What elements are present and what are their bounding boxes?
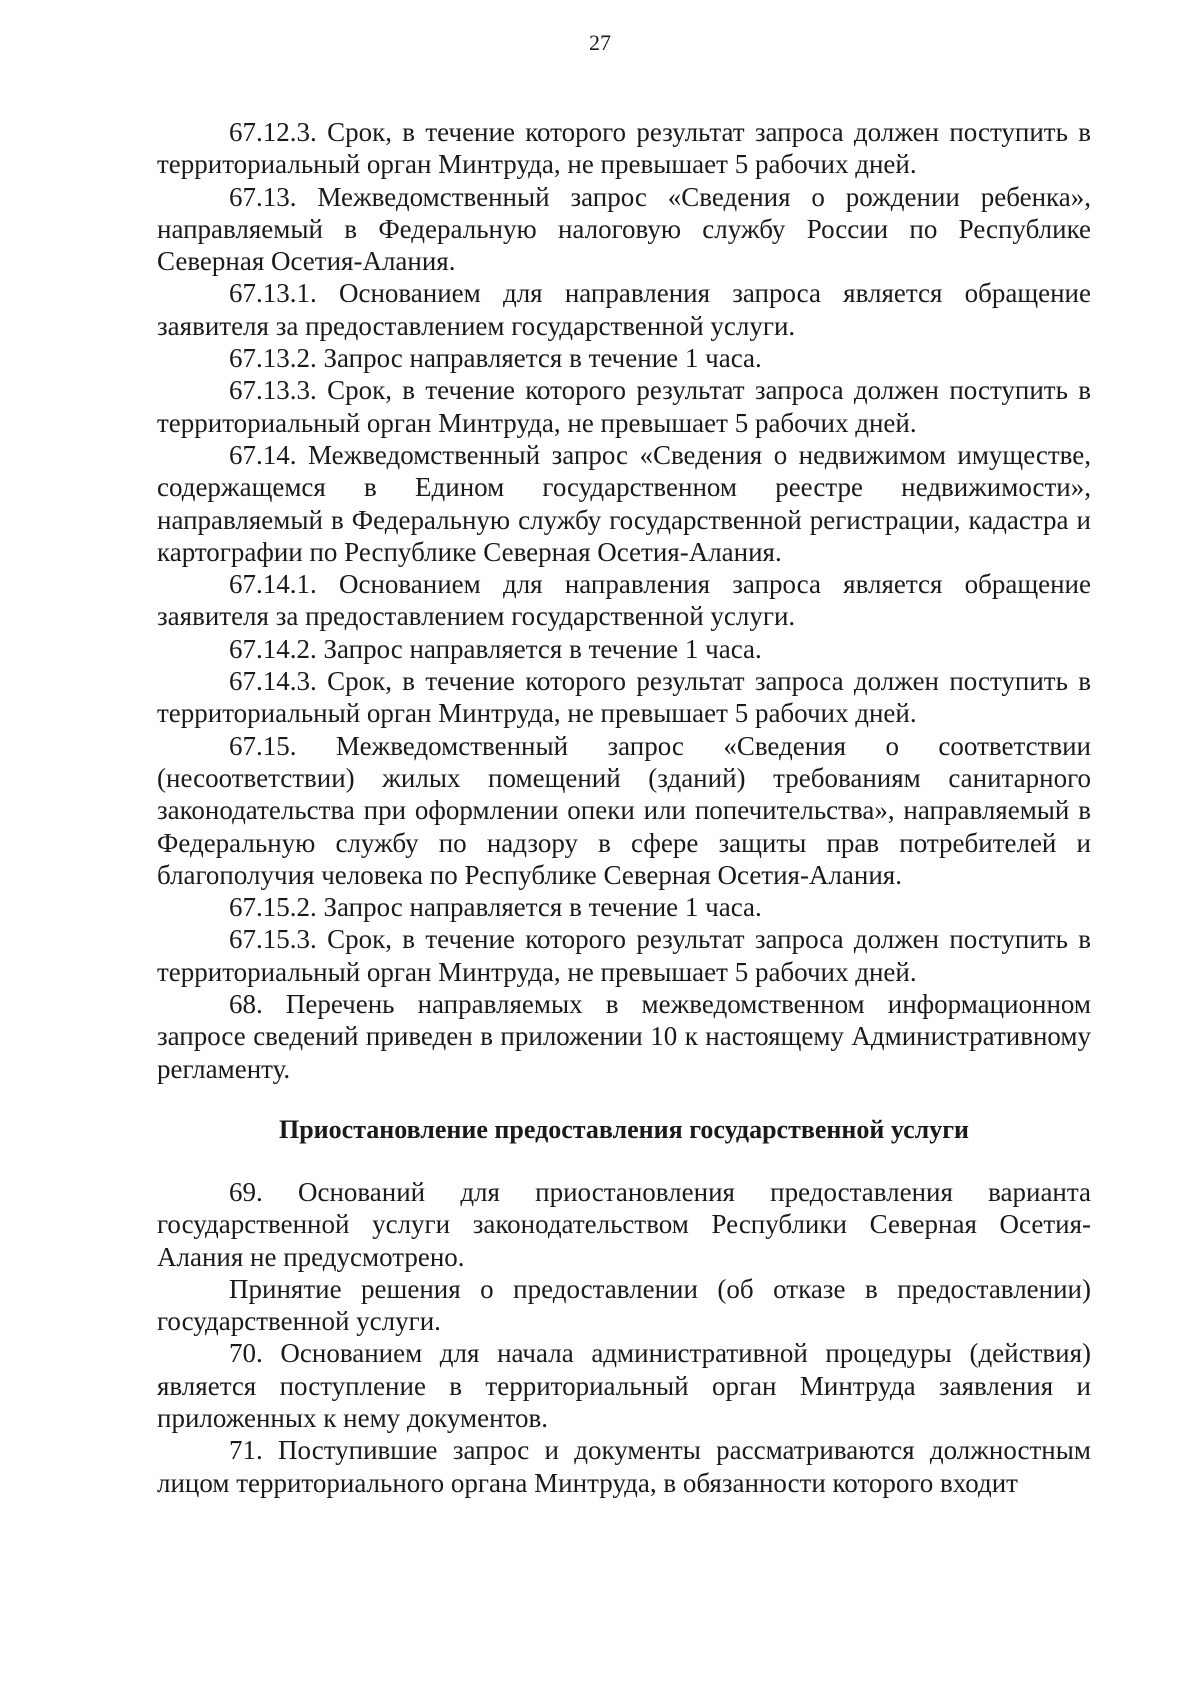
paragraph-67-14-3: 67.14.3. Срок, в течение которого результат запроса должен поступить в территориальный орган Минтруда, не превышает 5 рабочих дней. [157, 666, 1091, 729]
paragraph-67-14: 67.14. Межведомственный запрос «Сведения о недвижимом имуществе, содержащемся в Едином государственном реестре недвижимости», направляемый в Федеральную службу государственной регистрации, кадастра и картографии по Республике Северная Осетия-Алания. [157, 439, 1091, 567]
paragraph-67-14-2: 67.14.2. Запрос направляется в течение 1 часа. [229, 633, 762, 664]
paragraph-71: 71. Поступившие запрос и документы рассматриваются должностным лицом территориального органа Минтруда, в обязанности которого входит [157, 1435, 1091, 1498]
paragraph-67-13-1: 67.13.1. Основанием для направления запроса является обращение заявителя за предоставлением государственной услуги. [157, 278, 1091, 341]
paragraph-67-13-2: 67.13.2. Запрос направляется в течение 1 часа. [229, 343, 762, 374]
paragraph-67-15-2: 67.15.2. Запрос направляется в течение 1 часа. [229, 892, 762, 923]
paragraph-68: 68. Перечень направляемых в межведомственном информационном запросе сведений приведен в приложении 10 к настоящему Административному регламенту. [157, 989, 1091, 1084]
paragraph-67-12-3: 67.12.3. Срок, в течение которого результат запроса должен поступить в территориальный орган Минтруда, не превышает 5 рабочих дней. [157, 117, 1091, 180]
paragraph-69: 69. Оснований для приостановления предоставления варианта государственной услуги законодательством Республики Северная Осетия-Алания не предусмотрено. [157, 1176, 1091, 1272]
page-number: 27 [589, 30, 611, 55]
paragraph-67-15-3: 67.15.3. Срок, в течение которого результат запроса должен поступить в территориальный орган Минтруда, не превышает 5 рабочих дней. [157, 924, 1091, 987]
paragraph-decision: Принятие решения о предоставлении (об отказе в предоставлении) государственной услуги. [157, 1273, 1091, 1337]
paragraph-67-14-1: 67.14.1. Основанием для направления запроса является обращение заявителя за предоставлением государственной услуги. [157, 569, 1091, 632]
paragraph-67-13: 67.13. Межведомственный запрос «Сведения о рождении ребенка», направляемый в Федеральную налоговую службу России по Республике Северная Осетия-Алания. [157, 181, 1091, 277]
document-body [157, 116, 1091, 1499]
paragraph-70: 70. Основанием для начала административной процедуры (действия) является поступление в территориальный орган Минтруда заявления и приложенных к нему документов. [157, 1338, 1091, 1433]
paragraph-67-13-3: 67.13.3. Срок, в течение которого результат запроса должен поступить в территориальный орган Минтруда, не превышает 5 рабочих дней. [157, 375, 1091, 438]
section-heading: Приостановление предоставления государственной услуги [278, 1114, 969, 1144]
paragraph-67-15: 67.15. Межведомственный запрос «Сведения о соответствии (несоответствии) жилых помещений (зданий) требованиям санитарного законодательства при оформлении опеки или попечительства», направляемый в Федеральную службу по надзору в сфере защиты прав потребителей и благополучия человека по Республике Северная Осетия-Алания. [157, 730, 1091, 890]
